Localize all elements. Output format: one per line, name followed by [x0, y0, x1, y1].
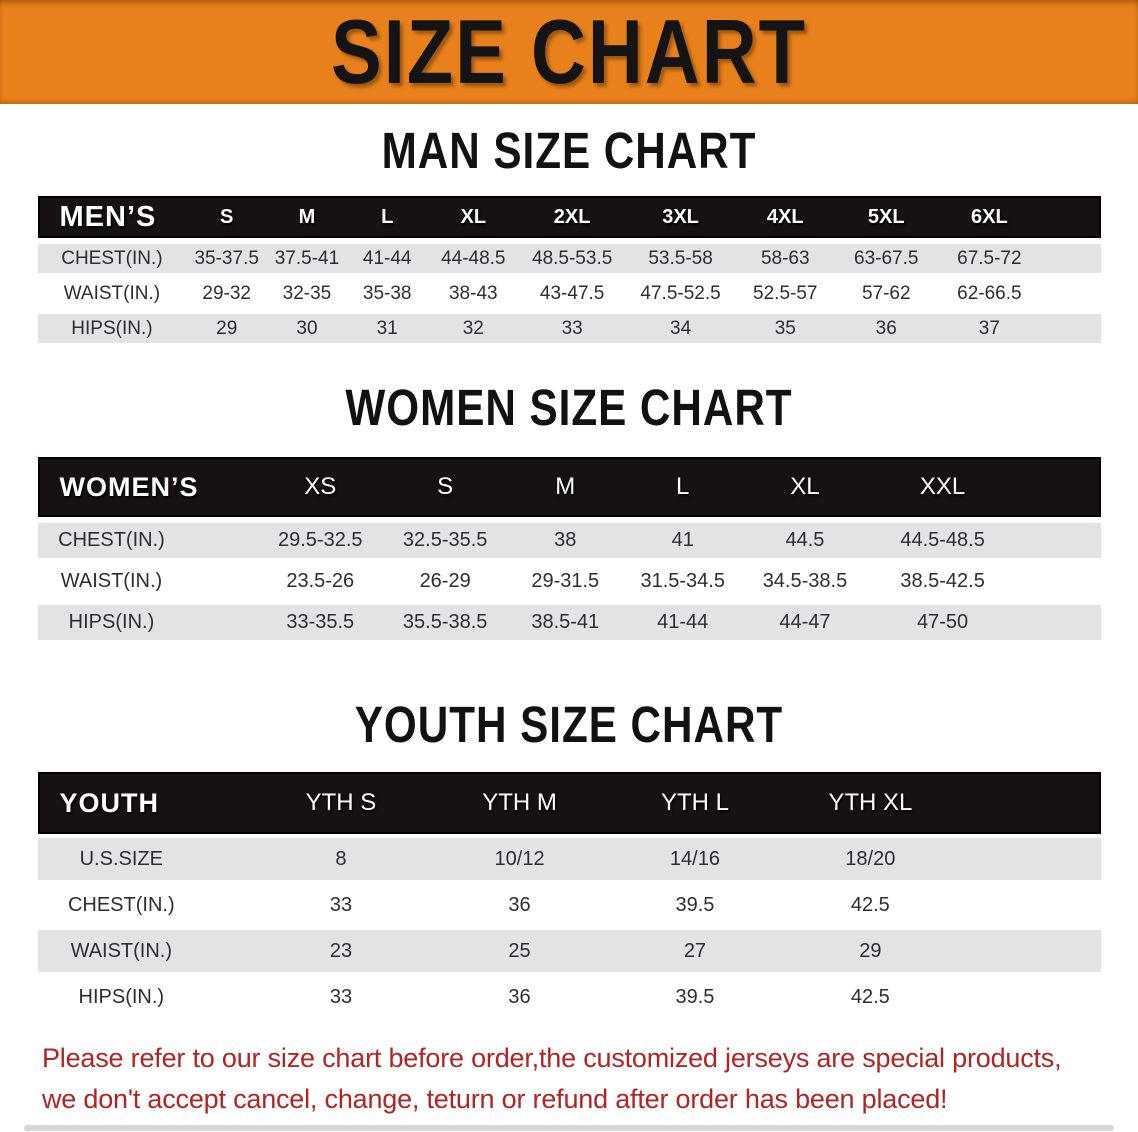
cell: 42.5: [783, 884, 958, 926]
cell: 42.5: [783, 976, 958, 1018]
row-label: CHEST(IN.): [38, 523, 256, 558]
spacer-cell: [1041, 314, 1101, 343]
cell: 41-44: [347, 244, 428, 273]
column-header: S: [385, 457, 505, 517]
table-title: MEN’S: [38, 196, 187, 238]
column-header: XXL: [870, 457, 1016, 517]
cell: 29-32: [186, 279, 267, 308]
spacer-cell: [1015, 457, 1100, 517]
cell: 33: [250, 976, 432, 1018]
man-size-chart-section: [0, 123, 1138, 349]
cell: 29: [186, 314, 267, 343]
youth-size-chart-section: [0, 697, 1138, 1022]
row-label: U.S.SIZE: [38, 838, 251, 880]
spacer-cell: [1041, 196, 1101, 238]
cell: 37.5-41: [267, 244, 347, 273]
cell: 41-44: [625, 605, 740, 640]
cell: 30: [267, 314, 347, 343]
column-header: L: [625, 457, 740, 517]
column-header: YTH M: [432, 772, 607, 834]
row-label: WAIST(IN.): [38, 564, 256, 599]
cell: 36: [835, 314, 938, 343]
cell: 29.5-32.5: [255, 523, 385, 558]
cell: 47.5-52.5: [625, 279, 736, 308]
cell: 36: [432, 884, 607, 926]
cell: 44.5-48.5: [870, 523, 1016, 558]
cell: 34: [625, 314, 736, 343]
cell: 44.5: [740, 523, 870, 558]
cell: 58-63: [736, 244, 835, 273]
women-size-chart-heading: WOMEN SIZE CHART: [345, 380, 793, 437]
row-label: HIPS(IN.): [38, 605, 256, 640]
man-size-chart-heading: MAN SIZE CHART: [381, 123, 757, 180]
cell: 52.5-57: [736, 279, 835, 308]
mens-table-header-row: [38, 196, 1101, 238]
column-header: S: [186, 196, 267, 238]
cell: 31: [347, 314, 428, 343]
cell: 57-62: [835, 279, 938, 308]
mens-size-table: [38, 190, 1101, 349]
spacer-cell: [958, 838, 1100, 880]
column-header: XS: [255, 457, 385, 517]
cell: 33: [519, 314, 625, 343]
column-header: M: [267, 196, 347, 238]
column-header: YTH S: [250, 772, 432, 834]
column-header: 2XL: [519, 196, 625, 238]
cell: 32.5-35.5: [385, 523, 505, 558]
cell: 25: [432, 930, 607, 972]
cell: 8: [250, 838, 432, 880]
cell: 39.5: [607, 976, 782, 1018]
cell: 43-47.5: [519, 279, 625, 308]
spacer-cell: [1015, 523, 1100, 558]
cell: 27: [607, 930, 782, 972]
cell: 36: [432, 976, 607, 1018]
row-label: CHEST(IN.): [38, 244, 187, 273]
cell: 35-37.5: [186, 244, 267, 273]
cell: 44-48.5: [428, 244, 519, 273]
cell: 34.5-38.5: [740, 564, 870, 599]
cell: 67.5-72: [938, 244, 1041, 273]
cell: 39.5: [607, 884, 782, 926]
youth-size-chart-heading: YOUTH SIZE CHART: [354, 697, 784, 754]
column-header: 5XL: [835, 196, 938, 238]
cell: 29: [783, 930, 958, 972]
spacer-cell: [958, 772, 1100, 834]
table-row: [38, 564, 1101, 599]
table-row: [38, 930, 1101, 972]
cell: 32-35: [267, 279, 347, 308]
cell: 41: [625, 523, 740, 558]
cell: 35-38: [347, 279, 428, 308]
spacer-cell: [958, 930, 1100, 972]
cell: 48.5-53.5: [519, 244, 625, 273]
youth-table-header-row: [38, 772, 1101, 834]
cell: 10/12: [432, 838, 607, 880]
row-label: HIPS(IN.): [38, 976, 251, 1018]
row-label: WAIST(IN.): [38, 930, 251, 972]
cell: 32: [428, 314, 519, 343]
bottom-divider: [24, 1125, 1114, 1131]
table-row: [38, 838, 1101, 880]
cell: 31.5-34.5: [625, 564, 740, 599]
cell: 38.5-42.5: [870, 564, 1016, 599]
spacer-cell: [1015, 564, 1100, 599]
table-row: [38, 976, 1101, 1018]
cell: 23.5-26: [255, 564, 385, 599]
youth-size-table: [38, 768, 1101, 1022]
cell: 35: [736, 314, 835, 343]
womens-size-table: [38, 451, 1101, 646]
column-header: 4XL: [736, 196, 835, 238]
column-header: 3XL: [625, 196, 736, 238]
cell: 53.5-58: [625, 244, 736, 273]
cell: 37: [938, 314, 1041, 343]
cell: 38-43: [428, 279, 519, 308]
cell: 23: [250, 930, 432, 972]
womens-table-header-row: [38, 457, 1101, 517]
table-row: [38, 314, 1101, 343]
table-row: [38, 884, 1101, 926]
disclaimer-line-2: we don't accept cancel, change, teturn or refund after order has been placed!: [42, 1084, 948, 1114]
cell: 33: [250, 884, 432, 926]
column-header: XL: [428, 196, 519, 238]
spacer-cell: [1041, 279, 1101, 308]
row-label: WAIST(IN.): [38, 279, 187, 308]
column-header: YTH XL: [783, 772, 958, 834]
cell: 47-50: [870, 605, 1016, 640]
cell: 38.5-41: [505, 605, 625, 640]
spacer-cell: [958, 884, 1100, 926]
table-row: [38, 605, 1101, 640]
cell: 44-47: [740, 605, 870, 640]
cell: 14/16: [607, 838, 782, 880]
spacer-cell: [1041, 244, 1101, 273]
cell: 29-31.5: [505, 564, 625, 599]
table-title: WOMEN’S: [38, 457, 256, 517]
table-row: [38, 523, 1101, 558]
spacer-cell: [1015, 605, 1100, 640]
spacer-cell: [958, 976, 1100, 1018]
column-header: YTH L: [607, 772, 782, 834]
table-title: YOUTH: [38, 772, 251, 834]
cell: 33-35.5: [255, 605, 385, 640]
table-row: [38, 244, 1101, 273]
cell: 18/20: [783, 838, 958, 880]
women-size-chart-section: [0, 380, 1138, 646]
cell: 26-29: [385, 564, 505, 599]
column-header: M: [505, 457, 625, 517]
cell: 63-67.5: [835, 244, 938, 273]
column-header: XL: [740, 457, 870, 517]
cell: 35.5-38.5: [385, 605, 505, 640]
banner: [0, 0, 1138, 104]
column-header: 6XL: [938, 196, 1041, 238]
row-label: CHEST(IN.): [38, 884, 251, 926]
page-title: SIZE CHART: [331, 0, 807, 103]
column-header: L: [347, 196, 428, 238]
table-row: [38, 279, 1101, 308]
cell: 38: [505, 523, 625, 558]
row-label: HIPS(IN.): [38, 314, 187, 343]
disclaimer-line-1: Please refer to our size chart before order,the customized jerseys are special products,: [42, 1043, 1062, 1073]
cell: 62-66.5: [938, 279, 1041, 308]
disclaimer: [42, 1038, 1138, 1120]
